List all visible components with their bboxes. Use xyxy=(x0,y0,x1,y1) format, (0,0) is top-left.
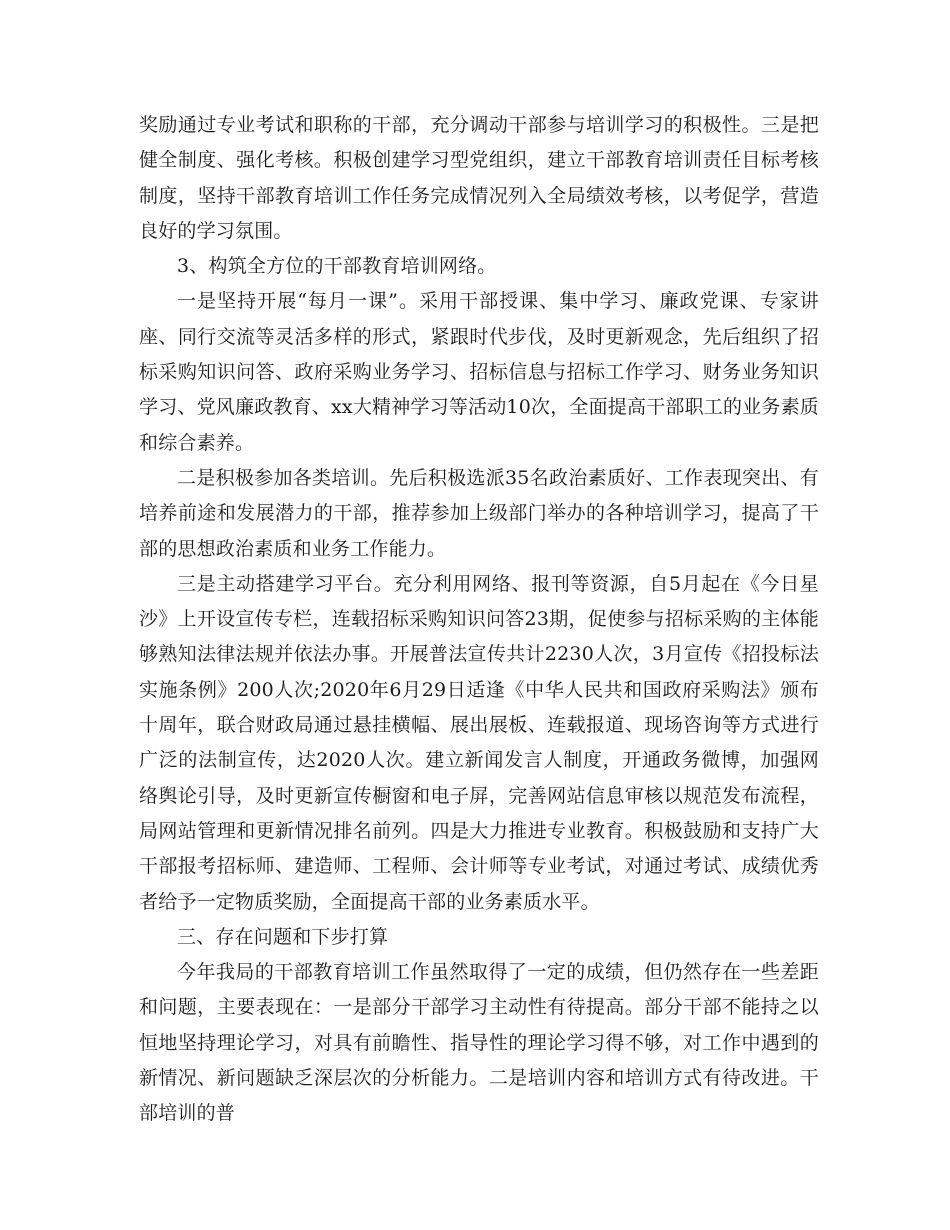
paragraph-learning-platform: 三是主动搭建学习平台。充分利用网络、报刊等资源，自5月起在《今日星沙》上开设宣传专栏，连载招标采购知识问答23期，促使参与招标采购的主体能够熟知法律法规并依法办事。开展普法宣传共计2230人次，3月宣传《招投标法实施条例》200人次;2020年6月29日适逢《中华人民共和国政府采购法》颁布十周年，联合财政局通过悬挂横幅、展出展板、连载报道、现场咨询等方式进行广泛的法制宣传，达2020人次。建立新闻发言人制度，开通政务微博，加强网络舆论引导，及时更新宣传橱窗和电子屏，完善网站信息审核以规范发布流程，局网站管理和更新情况排名前列。四是大力推进专业教育。积极鼓励和支持广大干部报考招标师、建造师、工程师、会计师等专业考试，对通过考试、成绩优秀者给予一定物质奖励，全面提高干部的业务素质水平。 xyxy=(139,572,819,913)
paragraph-continuation: 奖励通过专业考试和职称的干部，充分调动干部参与培训学习的积极性。三是把健全制度、强化考核。积极创建学习型党组织，建立干部教育培训责任目标考核制度，坚持干部教育培训工作任务完成情况列入全局绩效考核，以考促学，营造良好的学习氛围。 xyxy=(139,114,819,242)
section-heading-problems: 三、存在问题和下步打算 xyxy=(177,925,389,948)
paragraph-problems: 今年我局的干部教育培训工作虽然取得了一定的成绩，但仍然存在一些差距和问题，主要表现在：一是部分干部学习主动性有待提高。部分干部不能持之以恒地坚持理论学习，对具有前瞻性、指导性的理论学习得不够，对工作中遇到的新情况、新问题缺乏深层次的分析能力。二是培训内容和培训方式有待改进。干部培训的普 xyxy=(139,961,819,1125)
section-heading-3: 3、构筑全方位的干部教育培训网络。 xyxy=(177,255,497,278)
paragraph-training: 二是积极参加各类培训。先后积极选派35名政治素质好、工作表现突出、有培养前途和发展潜力的干部，推荐参加上级部门举办的各种培训学习，提高了干部的思想政治素质和业务工作能力。 xyxy=(139,466,819,560)
document-body xyxy=(139,108,819,1132)
paragraph-monthly-lesson: 一是坚持开展“每月一课”。采用干部授课、集中学习、廉政党课、专家讲座、同行交流等灵活多样的形式，紧跟时代步伐，及时更新观念，先后组织了招标采购知识问答、政府采购业务学习、招标信息与招标工作学习、财务业务知识学习、党风廉政教育、xx大精神学习等活动10次，全面提高干部职工的业务素质和综合素养。 xyxy=(139,290,820,454)
